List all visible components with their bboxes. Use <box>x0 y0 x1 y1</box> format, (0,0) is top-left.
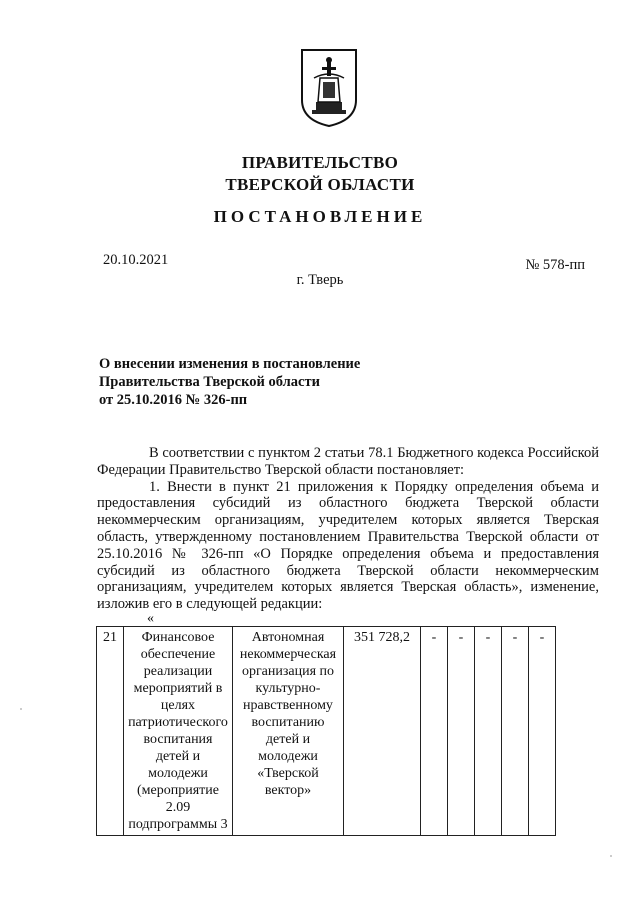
document-type: ПОСТАНОВЛЕНИЕ <box>213 207 427 226</box>
row-dash-cell: - <box>529 627 556 836</box>
document-body <box>97 445 599 613</box>
row-dash-cell: - <box>421 627 448 836</box>
scan-speck <box>610 855 612 857</box>
row-number-cell: 21 <box>97 627 124 836</box>
row-dash-cell: - <box>448 627 475 836</box>
body-paragraph: В соответствии с пунктом 2 статьи 78.1 Бюджетного кодекса Российской Федерации Правительство Тверской области постановляет: <box>97 445 599 478</box>
document-city: г. Тверь <box>296 272 344 288</box>
open-quote: « <box>147 611 154 626</box>
row-dash-cell: - <box>502 627 529 836</box>
scan-speck <box>20 708 22 710</box>
body-paragraph: 1. Внести в пункт 21 приложения к Порядку определения объема и предоставления субсидий из областного бюджета Тверской области некоммерческим организациям, учредителем которых является Тверская область, утвержденному постановлением Правительства Тверской области от 25.10.2016 № 326-пп «О Порядке определения объема и предоставления субсидий из областного бюджета Тверской области некоммерческим организациям, учредителем которых является Тверская область», изменение, изложив его в следующей редакции: <box>97 478 599 613</box>
organization-line-1: ПРАВИТЕЛЬСТВО <box>241 153 399 172</box>
coat-of-arms-emblem <box>298 48 360 128</box>
organization-line-2: ТВЕРСКОЙ ОБЛАСТИ <box>225 175 415 194</box>
title-line: О внесении изменения в постановление <box>99 356 361 372</box>
row-organization-cell: Автономная некоммерческая организация по культурно-нравственному воспитанию детей и молодежи «Тверской вектор» <box>233 627 344 836</box>
title-line: Правительства Тверской области <box>99 374 320 390</box>
document-title <box>99 355 360 409</box>
subsidy-table <box>96 626 556 836</box>
row-name-cell: Финансовое обеспечение реализации мероприятий в целях патриотического воспитания детей и молодежи (мероприятие 2.09 подпрограммы 3 <box>124 627 233 836</box>
row-dash-cell: - <box>475 627 502 836</box>
row-amount-cell: 351 728,2 <box>344 627 421 836</box>
document-date: 20.10.2021 <box>103 252 169 268</box>
title-line: от 25.10.2016 № 326-пп <box>99 392 248 408</box>
table-row <box>97 627 556 836</box>
document-number: № 578-пп <box>525 257 585 273</box>
